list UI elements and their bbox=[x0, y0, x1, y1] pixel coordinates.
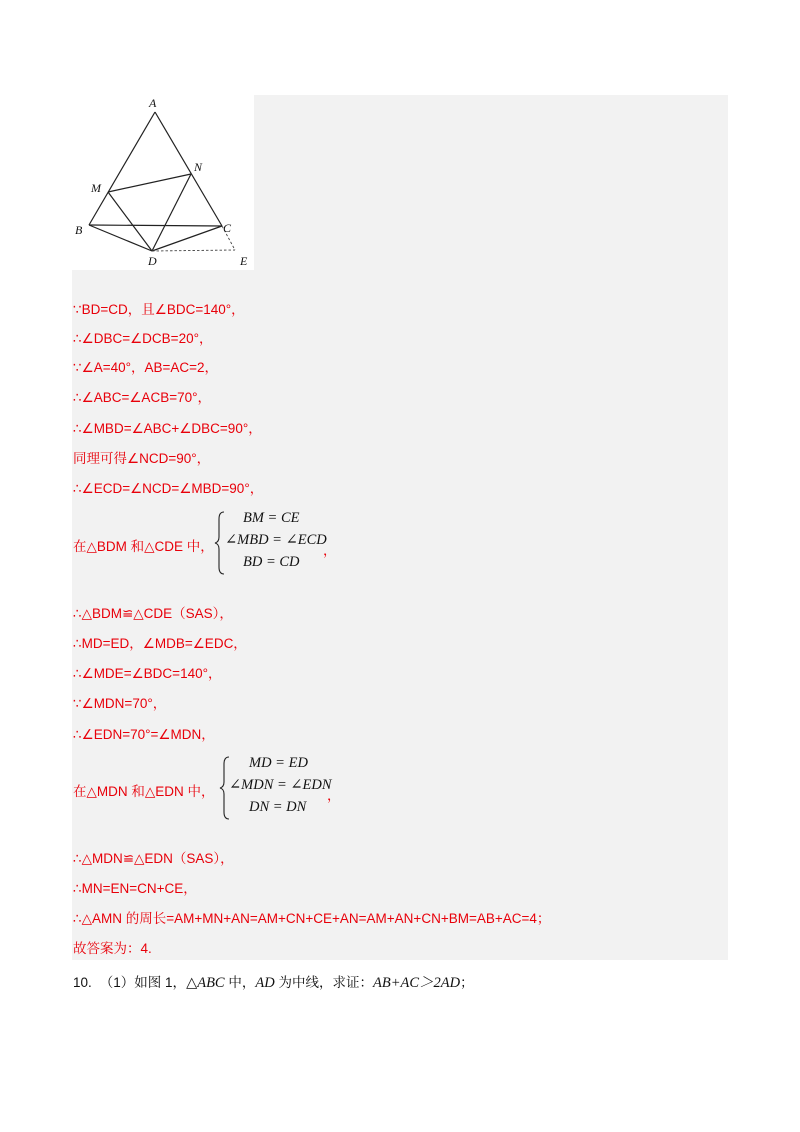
equation-system-mdn-edn bbox=[73, 754, 373, 824]
equation-2: ∠MDN = ∠EDN bbox=[229, 777, 332, 793]
inequality: AB+AC＞2AD bbox=[372, 975, 461, 991]
solution-line: ∵∠MDN=70°， bbox=[73, 696, 167, 711]
solution-line: ∴∠DBC=∠DCB=20°， bbox=[73, 331, 213, 346]
geometry-figure bbox=[72, 95, 254, 270]
system-tail: ， bbox=[323, 543, 337, 558]
segment-bc bbox=[89, 225, 222, 226]
question-text: ； bbox=[460, 975, 474, 990]
segment-de-dashed bbox=[152, 250, 235, 251]
solution-line: ∴MD=ED，∠MDB=∠EDC， bbox=[73, 636, 247, 651]
equation-1: BM = CE bbox=[243, 510, 300, 526]
question-part: （1）如图 1， bbox=[99, 975, 187, 990]
label-n: N bbox=[194, 160, 203, 174]
label-b: B bbox=[75, 223, 83, 237]
system-lead: 在△MDN 和△EDN 中， bbox=[73, 784, 215, 799]
segment-ac bbox=[155, 112, 222, 226]
segment-ab bbox=[89, 112, 155, 225]
question-10 bbox=[73, 971, 474, 992]
solution-line: ∵∠A=40°，AB=AC=2， bbox=[73, 360, 219, 375]
equation-2: ∠MBD = ∠ECD bbox=[225, 532, 327, 548]
solution-line: ∴△MDN≌△EDN（SAS）， bbox=[73, 851, 234, 866]
segment-mn bbox=[108, 174, 191, 192]
solution-line: ∴MN=EN=CN+CE， bbox=[73, 881, 197, 896]
solution-line: ∵BD=CD，且∠BDC=140°， bbox=[73, 302, 245, 317]
equation-1: MD = ED bbox=[249, 755, 308, 771]
final-answer: 故答案为：4. bbox=[73, 941, 152, 956]
label-a: A bbox=[149, 96, 157, 110]
equation-system-bdm-cde bbox=[73, 509, 373, 579]
solution-line: ∴△BDM≌△CDE（SAS）， bbox=[73, 606, 233, 621]
segment-ad: AD bbox=[255, 975, 275, 991]
label-m: M bbox=[91, 181, 101, 195]
solution-line: 同理可得∠NCD=90°， bbox=[73, 451, 211, 466]
solution-line: ∴△AMN 的周长=AM+MN+AN=AM+CN+CE+AN=AM+AN+CN+BM=AB+AC=4； bbox=[73, 911, 551, 926]
equation-3: DN = DN bbox=[249, 799, 307, 815]
solution-line: ∴∠MBD=∠ABC+∠DBC=90°， bbox=[73, 421, 262, 436]
label-d: D bbox=[148, 254, 157, 268]
system-lead: 在△BDM 和△CDE 中， bbox=[73, 539, 214, 554]
label-e: E bbox=[240, 254, 248, 268]
question-text: 为中线，求证： bbox=[274, 975, 373, 990]
label-c: C bbox=[223, 221, 232, 235]
answer-shading-top bbox=[254, 95, 728, 268]
solution-line: ∴∠ABC=∠ACB=70°， bbox=[73, 390, 211, 405]
triangle-abc: △ABC bbox=[186, 975, 225, 991]
question-number: 10. bbox=[73, 975, 92, 990]
solution-line: ∴∠MDE=∠BDC=140°， bbox=[73, 666, 222, 681]
question-text: 中， bbox=[224, 975, 256, 990]
system-tail: ， bbox=[327, 788, 341, 803]
equation-3: BD = CD bbox=[243, 554, 300, 570]
solution-line: ∴∠EDN=70°=∠MDN， bbox=[73, 727, 215, 742]
solution-line: ∴∠ECD=∠NCD=∠MBD=90°， bbox=[73, 481, 264, 496]
triangle-diagram bbox=[72, 95, 254, 270]
